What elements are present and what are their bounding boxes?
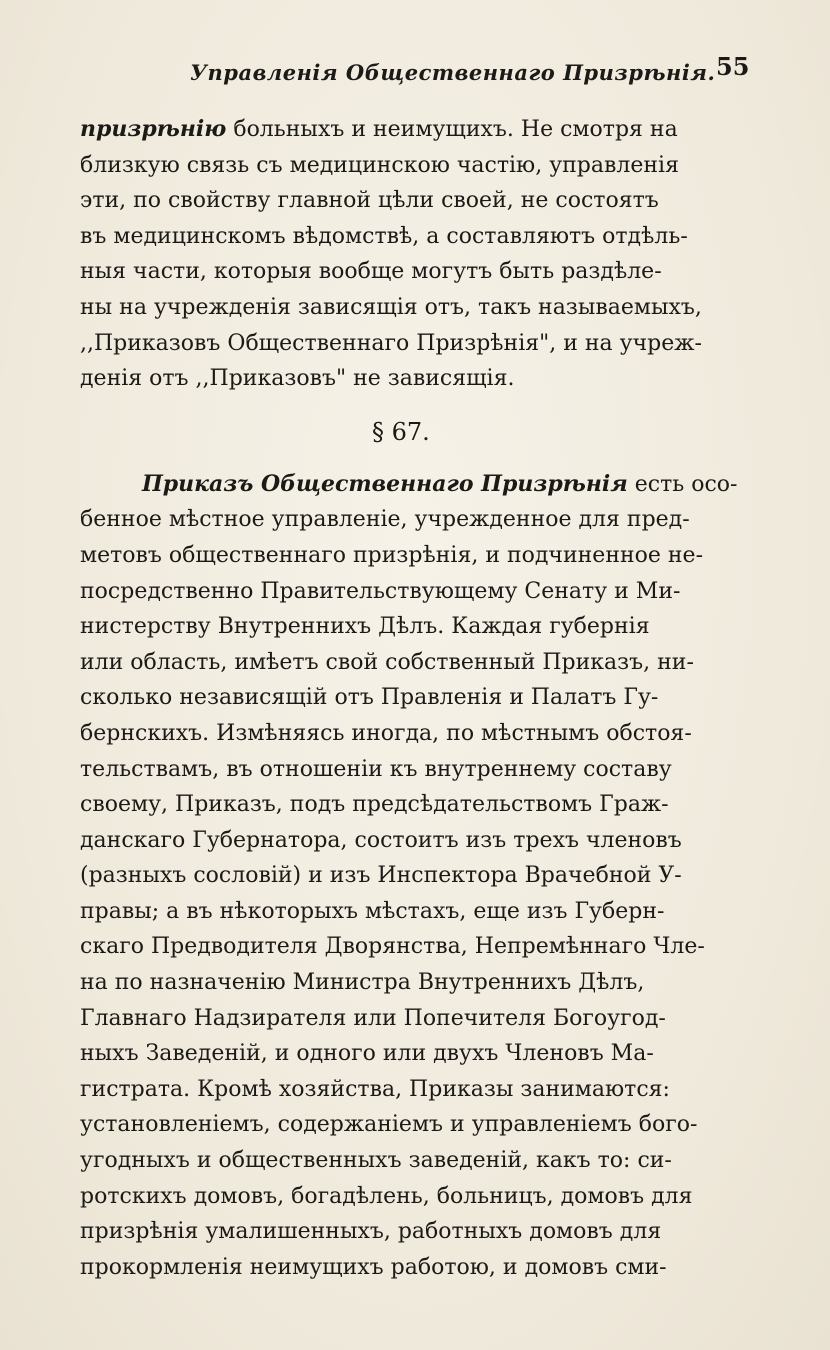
text-line: установленіемъ, содержаніемъ и управленіемъ бого-: [80, 1112, 698, 1138]
text-line: ныхъ Заведеній, и одного или двухъ Членовъ Ма-: [80, 1041, 654, 1067]
italic-word: призрѣнію: [80, 116, 227, 142]
text-line: призрѣнія умалишенныхъ, работныхъ домовъ для: [80, 1219, 662, 1245]
text-line: Приказъ Общественнаго Призрѣнія есть осо-: [142, 470, 738, 497]
text-line: (разныхъ сословій) и изъ Инспектора Врачебной У-: [80, 863, 682, 889]
text-line: данскаго Губернатора, состоитъ изъ трехъ членовъ: [80, 827, 682, 853]
text-line: ныя части, которыя вообще могутъ быть раздѣле-: [80, 259, 662, 285]
text-line: тельствамъ, въ отношеніи къ внутреннему составу: [80, 756, 672, 782]
text-line: бенное мѣстное управленіе, учрежденное для пред-: [80, 507, 690, 533]
text-line: скаго Предводителя Дворянства, Непремѣннаго Чле-: [80, 934, 705, 960]
paragraph-1: [80, 112, 748, 397]
text-line: посредственно Правительствующему Сенату и Ми-: [80, 578, 681, 604]
text-line: ны на учрежденія зависящія отъ, такъ называемыхъ,: [80, 294, 702, 320]
text-line: сколько независящій отъ Правленія и Палатъ Гу-: [80, 685, 659, 711]
paragraph-2: [80, 467, 748, 1286]
text-line: правы; а въ нѣкоторыхъ мѣстахъ, еще изъ Губерн-: [80, 898, 665, 924]
text-line: бернскихъ. Измѣняясь иногда, по мѣстнымъ обстоя-: [80, 720, 692, 746]
text-line: ,,Приказовъ Общественнаго Призрѣнія", и на учреж-: [80, 330, 702, 356]
text-line: или область, имѣетъ свой собственный Приказъ, ни-: [80, 649, 694, 675]
text-line: ротскихъ домовъ, богадѣлень, больницъ, домовъ для: [80, 1183, 693, 1209]
text-line: въ медицинскомъ вѣдомствѣ, а составляютъ отдѣль-: [80, 223, 688, 249]
text-line: своему, Приказъ, подъ предсѣдательствомъ Граж-: [80, 792, 669, 818]
text-line: на по назначенію Министра Внутреннихъ Дѣлъ,: [80, 970, 645, 996]
text-line: метовъ общественнаго призрѣнія, и подчиненное не-: [80, 542, 704, 568]
section-heading: § 67.: [372, 417, 430, 446]
page-header: [0, 52, 830, 92]
body-text: [80, 112, 748, 1285]
text-line: близкую связь съ медицинскою частію, управленія: [80, 152, 679, 178]
text-line: Главнаго Надзирателя или Попечителя Богоугод-: [80, 1005, 666, 1031]
page-number: 55: [716, 52, 750, 81]
italic-phrase: Приказъ Общественнаго Призрѣнія: [142, 470, 628, 497]
text-line: эти, по свойству главной цѣли своей, не состоятъ: [80, 188, 659, 214]
text-line: нистерству Внутреннихъ Дѣлъ. Каждая губернія: [80, 614, 650, 640]
text-line: угодныхъ и общественныхъ заведеній, какъ то: си-: [80, 1148, 672, 1174]
text-line: денія отъ ,,Приказовъ" не зависящія.: [80, 366, 515, 392]
text-line: гистрата. Кромѣ хозяйства, Приказы занимаются:: [80, 1076, 670, 1102]
running-title: Управленія Общественнаго Призрѣнія.: [190, 60, 716, 85]
text-line: призрѣнію больныхъ и неимущихъ. Не смотря на: [80, 116, 678, 142]
text-line: прокормленія неимущихъ работою, и домовъ сми-: [80, 1254, 667, 1280]
